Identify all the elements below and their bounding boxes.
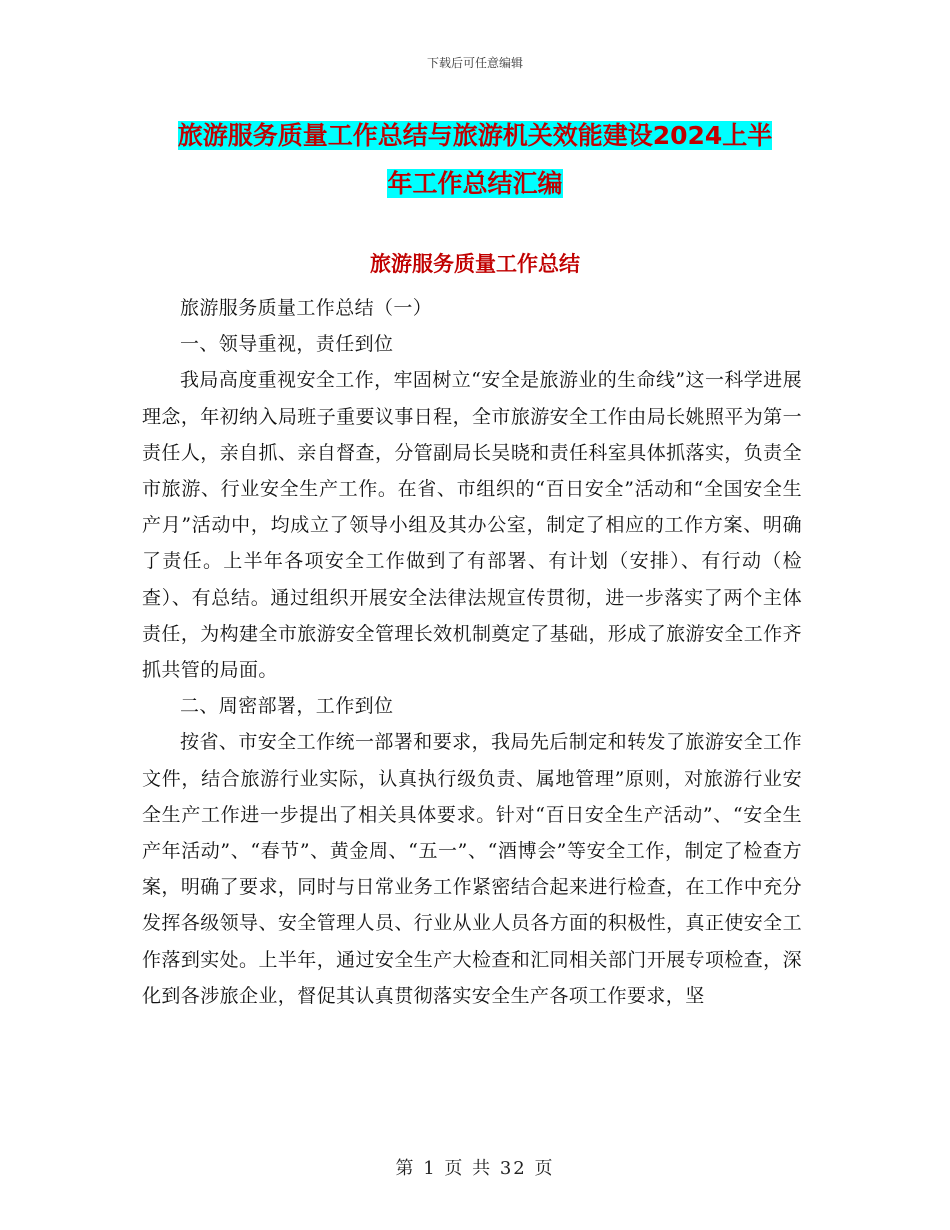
page-footer: 第 1 页 共 32 页 (395, 1158, 555, 1179)
document-title (140, 112, 810, 208)
point-heading-1: 一、领导重视，责任到位 (180, 333, 394, 356)
title-line-2: 年工作总结汇编 (387, 169, 563, 198)
section-title: 旅游服务质量工作总结 (370, 252, 580, 276)
title-line-1: 旅游服务质量工作总结与旅游机关效能建设2024上半 (177, 121, 773, 150)
subsection-heading: 旅游服务质量工作总结（一） (180, 297, 433, 319)
paragraph: 我局高度重视安全工作，牢固树立“安全是旅游业的生命线”这一科学进展理念，年初纳入局班子重要议事日程，全市旅游安全工作由局长姚照平为第一责任人，亲自抓、亲自督查，分管副局长吴晓和责任科室具体抓落实，负责全市旅游、行业安全生产工作。在省、市组织的“百日安全”活动和“全国安全生产月”活动中，均成立了领导小组及其办公室，制定了相应的工作方案、明确了责任。上半年各项安全工作做到了有部署、有计划（安排）、有行动（检查）、有总结。通过组织开展安全法律法规宣传贯彻，进一步落实了两个主体责任，为构建全市旅游安全管理长效机制奠定了基础，形成了旅游安全工作齐抓共管的局面。 (142, 369, 802, 682)
document-body (142, 290, 802, 1014)
point-heading-2: 二、周密部署，工作到位 (180, 695, 394, 718)
paragraph: 按省、市安全工作统一部署和要求，我局先后制定和转发了旅游安全工作文件，结合旅游行业实际，认真执行级负责、属地管理”原则，对旅游行业安全生产工作进一步提出了相关具体要求。针对“百日安全生产活动”、“安全生产年活动”、“春节”、黄金周、“五一”、“酒博会”等安全工作，制定了检查方案，明确了要求，同时与日常业务工作紧密结合起来进行检查，在工作中充分发挥各级领导、安全管理人员、行业从业人员各方面的积极性，真正使安全工作落到实处。上半年，通过安全生产大检查和汇同相关部门开展专项检查，深化到各涉旅企业，督促其认真贯彻落实安全生产各项工作要求，坚 (142, 731, 802, 1007)
header-note: 下载后可任意编辑 (426, 56, 523, 70)
